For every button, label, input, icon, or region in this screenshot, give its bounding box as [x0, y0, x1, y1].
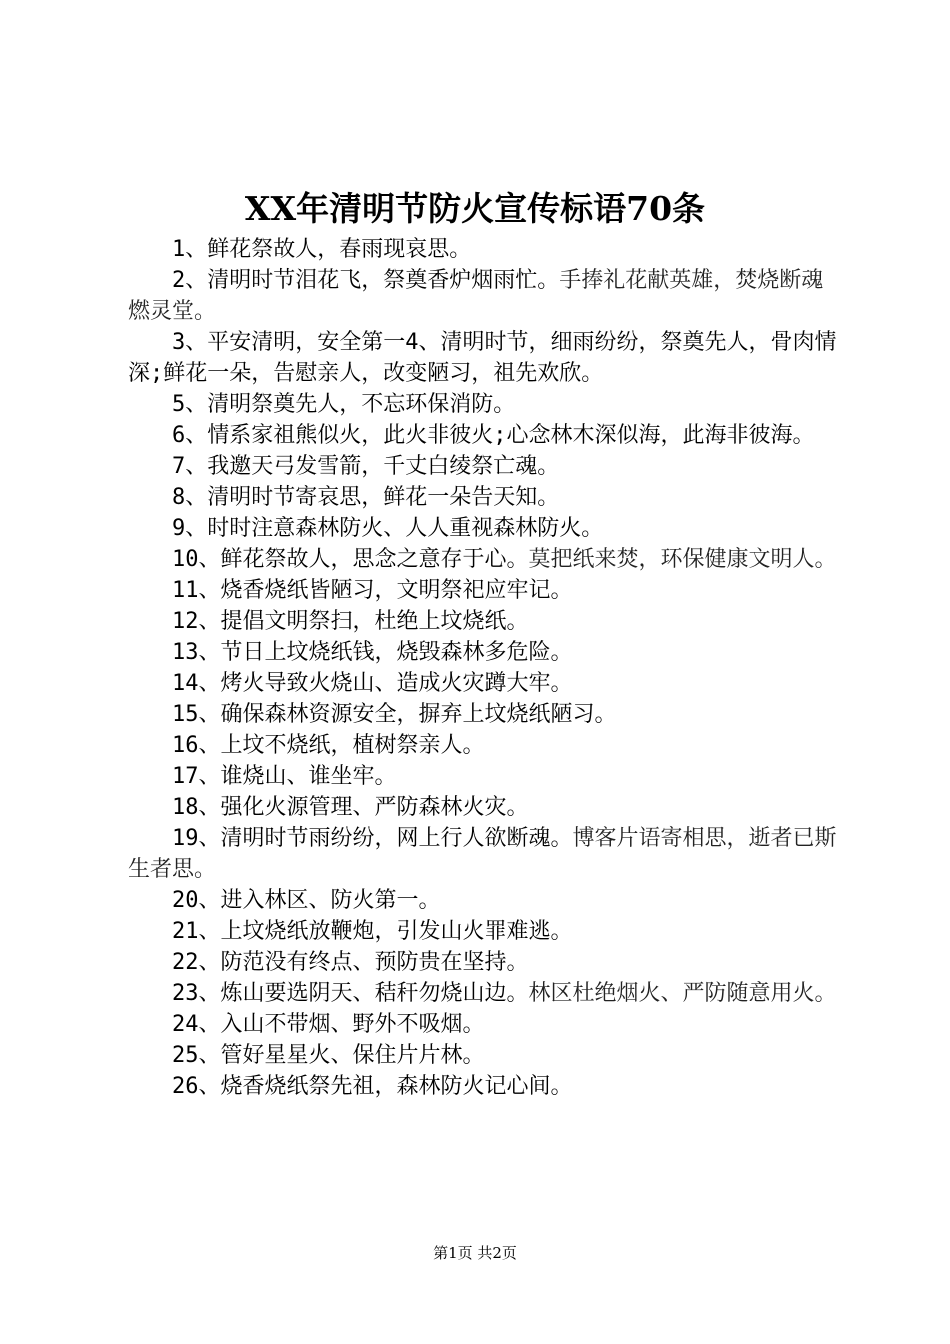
slogan-text: 8、清明时节寄哀思，鲜花一朵告天知。 — [172, 485, 560, 510]
slogan-text: 26、烧香烧纸祭先祖，森林防火记心间。 — [172, 1074, 573, 1099]
slogan-paragraph — [128, 451, 844, 482]
slogan-paragraph — [128, 761, 844, 792]
slogan-paragraph — [128, 885, 844, 916]
slogan-text: 6、情系家祖熊似火，此火非彼火;心念林木深似海，此海非彼海。 — [172, 423, 815, 448]
slogan-text: 9、时时注意森林防火、人人重视森林防火。 — [172, 516, 604, 541]
slogan-text: 18、强化火源管理、严防森林火灾。 — [172, 795, 529, 820]
slogan-paragraph — [128, 606, 844, 637]
slogan-text: 11、烧香烧纸皆陋习，文明祭祀应牢记。 — [172, 578, 573, 603]
slogan-text: 2、清明时节泪花飞，祭奠香炉烟雨忙。 — [172, 268, 560, 293]
slogan-text: 17、谁烧山、谁坐牢。 — [172, 764, 397, 789]
slogan-paragraph — [128, 1071, 844, 1102]
slogan-paragraph — [128, 947, 844, 978]
slogan-text: 7、我邀天弓发雪箭，千丈白绫祭亡魂。 — [172, 454, 560, 479]
slogan-paragraph — [128, 792, 844, 823]
slogan-paragraph — [128, 513, 844, 544]
slogan-paragraph — [128, 575, 844, 606]
slogan-text: 19、清明时节雨纷纷，网上行人欲断魂。 — [172, 826, 573, 851]
slogan-text: 10、鲜花祭故人，思念之意存于心。 — [172, 547, 529, 572]
page-footer: 第1页 共2页 — [433, 1244, 517, 1262]
slogan-list — [128, 234, 844, 1102]
slogan-paragraph — [128, 265, 844, 327]
slogan-text: 24、入山不带烟、野外不吸烟。 — [172, 1012, 485, 1037]
slogan-paragraph — [128, 482, 844, 513]
slogan-paragraph — [128, 668, 844, 699]
slogan-text: 5、清明祭奠先人，不忘环保消防。 — [172, 392, 516, 417]
slogan-paragraph — [128, 234, 844, 265]
slogan-paragraph — [128, 1009, 844, 1040]
slogan-text: 14、烤火导致火烧山、造成火灾蹲大牢。 — [172, 671, 573, 696]
slogan-paragraph — [128, 823, 844, 885]
slogan-text: 22、防范没有终点、预防贵在坚持。 — [172, 950, 529, 975]
slogan-text: 12、提倡文明祭扫，杜绝上坟烧纸。 — [172, 609, 529, 634]
slogan-extra-text: 手捧礼花献英雄，焚烧断魂燃灵堂。 — [128, 268, 824, 324]
slogan-text: 1、鲜花祭故人，春雨现哀思。 — [172, 237, 472, 262]
slogan-text: 16、上坟不烧纸，植树祭亲人。 — [172, 733, 485, 758]
page-title: XX年清明节防火宣传标语70条 — [244, 189, 706, 228]
slogan-paragraph — [128, 544, 844, 575]
slogan-extra-text: 林区杜绝烟火、严防随意用火。 — [528, 981, 837, 1006]
slogan-text: 15、确保森林资源安全，摒弃上坟烧纸陋习。 — [172, 702, 617, 727]
slogan-extra-text: 莫把纸来焚，环保健康文明人。 — [528, 547, 837, 572]
slogan-text: 21、上坟烧纸放鞭炮，引发山火罪难逃。 — [172, 919, 573, 944]
slogan-paragraph — [128, 1040, 844, 1071]
slogan-text: 3、平安清明，安全第一4、清明时节，细雨纷纷，祭奠先人，骨肉情深;鲜花一朵，告慰亲人，改变陋习，祖先欢欣。 — [128, 330, 837, 386]
slogan-text: 23、炼山要选阴天、秸秆勿烧山边。 — [172, 981, 529, 1006]
slogan-text: 25、管好星星火、保住片片林。 — [172, 1043, 485, 1068]
slogan-paragraph — [128, 916, 844, 947]
slogan-paragraph — [128, 730, 844, 761]
slogan-text: 13、节日上坟烧纸钱，烧毁森林多危险。 — [172, 640, 573, 665]
slogan-paragraph — [128, 389, 844, 420]
slogan-paragraph — [128, 699, 844, 730]
slogan-paragraph — [128, 327, 844, 389]
slogan-paragraph — [128, 978, 844, 1009]
slogan-paragraph — [128, 637, 844, 668]
slogan-paragraph — [128, 420, 844, 451]
slogan-extra-text: 博客片语寄相思，逝者已斯生者思。 — [128, 826, 837, 882]
slogan-text: 20、进入林区、防火第一。 — [172, 888, 441, 913]
